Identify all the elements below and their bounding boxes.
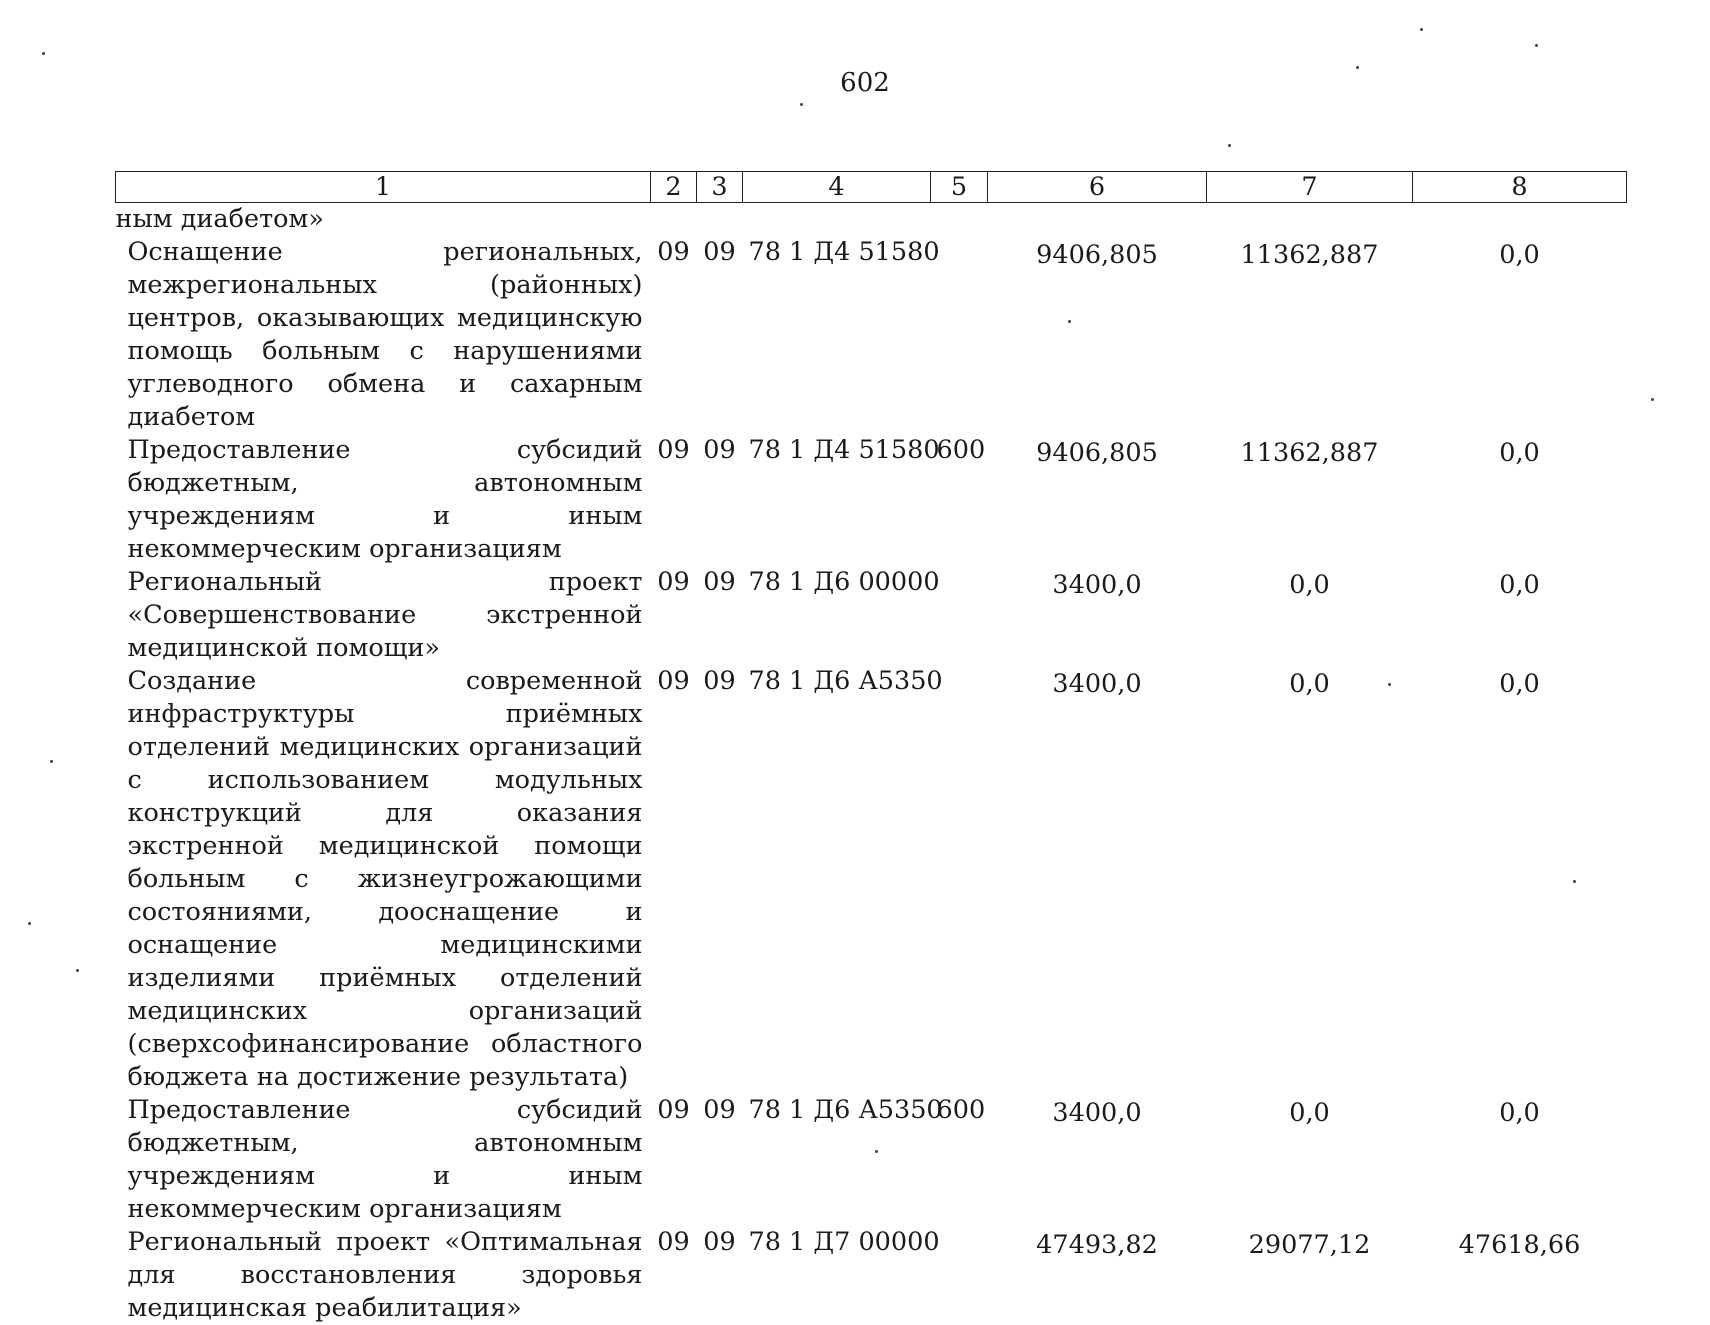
row-vr (931, 1226, 988, 1325)
row-csr: 78 1 Д4 51580 (748, 435, 940, 465)
scan-speck (50, 760, 53, 763)
row-value-7: 11362,887 (1240, 240, 1379, 270)
row-value-6: 3400,0 (1052, 1098, 1142, 1128)
row-name: Создание современной инфраструктуры приёмных отделений медицинских организаций с использованием модульных конструкций для оказания экстренной медицинской помощи больным с жизнеугрожающими состояниями, дооснащение и оснащение медицинскими изделиями приёмных отделений медицинских организаций (сверхсофинансирование областного бюджета на достижение результата) (127, 666, 643, 1092)
row-pr: 09 (703, 237, 736, 267)
scan-speck (1535, 44, 1538, 47)
row-rz: 09 (657, 1227, 690, 1257)
row-rz: 09 (657, 1095, 690, 1125)
row-name: Предоставление субсидий бюджетным, автономным учреждениям и иным некоммерческим организациям (127, 435, 643, 564)
row-csr: 78 1 Д6 А5350 (748, 1095, 943, 1125)
row-name: Региональный проект «Оптимальная для восстановления здоровья медицинская реабилитация» (127, 1227, 643, 1323)
row-vr: 600 (936, 435, 986, 465)
column-header: 5 (931, 172, 988, 203)
row-value-6: 3400,0 (1052, 669, 1142, 699)
column-header: 6 (988, 172, 1207, 203)
column-header: 4 (743, 172, 931, 203)
row-value-7: 0,0 (1289, 669, 1330, 699)
scan-speck (875, 1150, 878, 1153)
scan-speck (1420, 28, 1423, 31)
row-value-6: 9406,805 (1036, 240, 1158, 270)
row-value-7: 11362,887 (1240, 438, 1379, 468)
row-pr: 09 (703, 666, 736, 696)
continued-text: ным диабетом» (115, 204, 324, 234)
column-header: 1 (116, 172, 651, 203)
scan-speck (1228, 144, 1231, 147)
row-pr: 09 (703, 567, 736, 597)
scan-speck (28, 922, 31, 925)
scan-speck (1356, 66, 1359, 69)
row-vr: 600 (936, 1095, 986, 1125)
table-row (116, 434, 1627, 566)
row-value-7: 29077,12 (1248, 1230, 1371, 1260)
row-value-7: 0,0 (1289, 1098, 1330, 1128)
row-pr: 09 (703, 1227, 736, 1257)
scan-speck (1651, 398, 1654, 401)
row-value-8: 0,0 (1499, 669, 1540, 699)
row-csr: 78 1 Д6 А5350 (748, 666, 943, 696)
column-header: 3 (697, 172, 743, 203)
row-value-6: 3400,0 (1052, 570, 1142, 600)
page-number: 602 (840, 68, 890, 98)
row-value-6: 9406,805 (1036, 438, 1158, 468)
table-row (116, 236, 1627, 434)
table-row (116, 566, 1627, 665)
row-value-8: 47618,66 (1458, 1230, 1581, 1260)
column-header: 7 (1207, 172, 1413, 203)
scan-speck (1573, 880, 1576, 883)
row-name: Предоставление субсидий бюджетным, автономным учреждениям и иным некоммерческим организациям (127, 1095, 643, 1224)
row-pr: 09 (703, 1095, 736, 1125)
row-csr: 78 1 Д7 00000 (748, 1227, 940, 1257)
scan-speck (800, 103, 803, 106)
row-pr: 09 (703, 435, 736, 465)
row-value-7: 0,0 (1289, 570, 1330, 600)
table-row-continued (116, 203, 1627, 237)
row-vr (931, 665, 988, 1094)
row-csr: 78 1 Д4 51580 (748, 237, 940, 267)
table-row (116, 1226, 1627, 1325)
scan-speck (1388, 683, 1391, 686)
row-name: Региональный проект «Совершенствование экстренной медицинской помощи» (127, 567, 643, 663)
budget-table (115, 171, 1627, 1325)
table-row (116, 1094, 1627, 1226)
row-rz: 09 (657, 666, 690, 696)
row-value-8: 0,0 (1499, 438, 1540, 468)
column-header: 2 (651, 172, 697, 203)
scan-speck (76, 969, 79, 972)
row-rz: 09 (657, 237, 690, 267)
row-csr: 78 1 Д6 00000 (748, 567, 940, 597)
scan-speck (1068, 320, 1071, 323)
row-value-8: 0,0 (1499, 240, 1540, 270)
scan-speck (42, 52, 45, 55)
row-name: Оснащение региональных, межрегиональных (районных) центров, оказывающих медицинскую помощь больным с нарушениями углеводного обмена и сахарным диабетом (127, 237, 643, 432)
column-header: 8 (1413, 172, 1627, 203)
table-header (116, 172, 1627, 203)
table-row (116, 665, 1627, 1094)
row-rz: 09 (657, 435, 690, 465)
row-value-8: 0,0 (1499, 570, 1540, 600)
row-value-6: 47493,82 (1036, 1230, 1158, 1260)
row-value-8: 0,0 (1499, 1098, 1540, 1128)
row-rz: 09 (657, 567, 690, 597)
